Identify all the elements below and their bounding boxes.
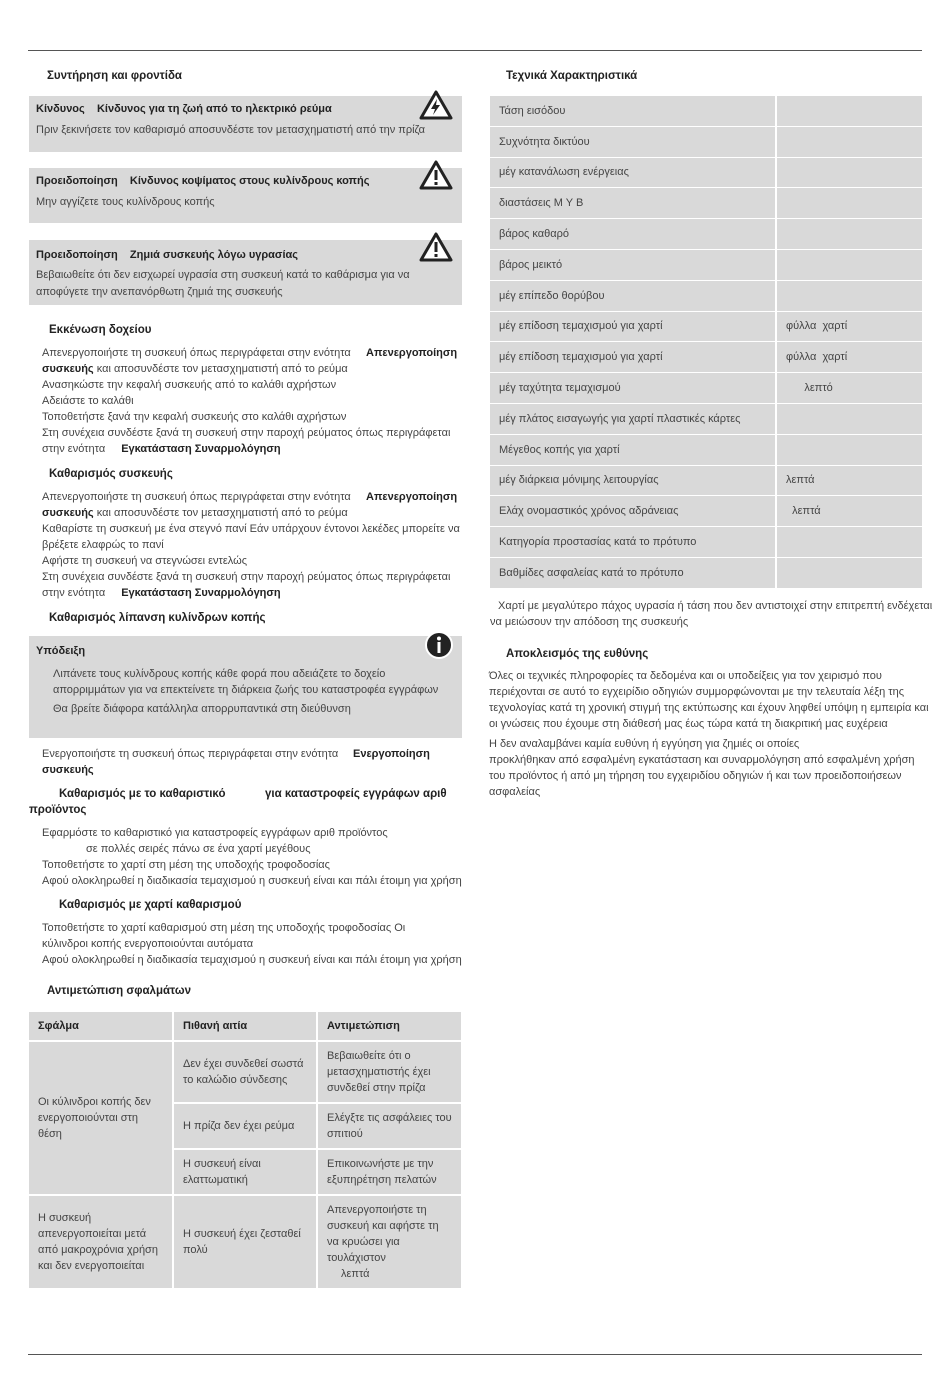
spec-label: Ελάχ ονομαστικός χρόνος αδράνειας xyxy=(490,496,777,527)
warning-label: Προειδοποίηση xyxy=(36,249,118,261)
spec-heading: Τεχνικά Χαρακτηριστικά xyxy=(506,70,638,82)
cause-cell: Η πρίζα δεν έχει ρεύμα xyxy=(174,1104,318,1150)
spec-label: Κατηγορία προστασίας κατά το πρότυπο xyxy=(490,527,777,558)
top-rule xyxy=(28,50,922,51)
cleaner-heading: Καθαρισμός με το καθαριστικό για καταστροφείς εγγράφων αριθ προϊόντος xyxy=(29,788,447,816)
danger-title: Κίνδυνος για τη ζωή από το ηλεκτρικό ρεύμα xyxy=(96,103,332,115)
note-label: Υπόδειξη xyxy=(36,645,86,657)
warning-icon xyxy=(419,232,453,262)
cleaning-paper-steps: Τοποθετήστε το χαρτί καθαρισμού στη μέση της υποδοχής τροφοδοσίας Οι κύλινδροι κοπής ενεργοποιούνται αυτόματα Αφού ολοκληρωθεί η διαδικασία τεμαχισμού η συσκευή είναι και πάλι έτοιμη για χρήση xyxy=(42,922,462,966)
spec-row xyxy=(490,527,922,558)
note-line-2: απορριμμάτων για να επεκτείνετε τη διάρκεια ζωής του καταστροφέα εγγράφων xyxy=(53,684,439,696)
spec-value xyxy=(777,281,922,312)
bottom-rule xyxy=(28,1354,922,1355)
spec-row xyxy=(490,404,922,435)
spec-row xyxy=(490,373,922,404)
spec-row xyxy=(490,558,922,589)
spec-value: λεπτό xyxy=(777,373,922,404)
spec-label: Συχνότητα δικτύου xyxy=(490,127,777,158)
spec-row xyxy=(490,312,922,343)
spec-label: Βαθμίδες ασφαλείας κατά το πρότυπο xyxy=(490,558,777,589)
spec-label: Μέγεθος κοπής για χαρτί xyxy=(490,435,777,466)
note-line-1: Λιπάνετε τους κυλίνδρους κοπής κάθε φορά που αδειάζετε το δοχείο xyxy=(53,668,386,680)
error-cell: Η συσκευή απενεργοποιείται μετά από μακροχρόνια χρήση και δεν ενεργοποιείται xyxy=(29,1196,174,1290)
electric-hazard-icon xyxy=(419,90,453,120)
warning-title: Ζημιά συσκευής λόγω υγρασίας xyxy=(129,249,298,261)
error-cell: Οι κύλινδροι κοπής δεν ενεργοποιούνται στη θέση xyxy=(29,1042,174,1196)
remedy-cell: Ελέγξτε τις ασφάλειες του σπιτιού xyxy=(318,1104,461,1150)
header-error: Σφάλμα xyxy=(29,1012,174,1042)
spec-value xyxy=(777,527,922,558)
cleaning-heading: Καθαρισμός συσκευής xyxy=(49,468,173,480)
spec-row xyxy=(490,219,922,250)
spec-value xyxy=(777,558,922,589)
spec-label: μέγ διάρκεια μόνιμης λειτουργίας xyxy=(490,466,777,497)
warning-text: Μην αγγίζετε τους κυλίνδρους κοπής xyxy=(36,196,215,208)
spec-value xyxy=(777,96,922,127)
spec-row xyxy=(490,342,922,373)
spec-row xyxy=(490,250,922,281)
remedy-cell: Απενεργοποιήστε τη συσκευή και αφήστε τη να κρυώσει για τουλάχιστον λεπτά xyxy=(318,1196,461,1290)
spec-row xyxy=(490,496,922,527)
spec-value xyxy=(777,250,922,281)
spec-row xyxy=(490,158,922,189)
spec-table xyxy=(490,96,922,589)
troubleshooting-table xyxy=(29,1012,461,1290)
spec-value xyxy=(777,188,922,219)
spec-row xyxy=(490,281,922,312)
spec-label: μέγ κατανάλωση ενέργειας xyxy=(490,158,777,189)
danger-box-electric xyxy=(29,96,462,152)
danger-label: Κίνδυνος xyxy=(36,103,85,115)
spec-row xyxy=(490,96,922,127)
maintenance-heading: Συντήρηση και φροντίδα xyxy=(47,70,182,82)
cleaner-steps: Εφαρμόστε το καθαριστικό για καταστροφείς εγγράφων αριθ προϊόντος σε πολλές σειρές πάνω σε ένα χαρτί μεγέθους Τοποθετήστε το χαρτί στη μέση της υποδοχής τροφοδοσίας Αφού ολοκληρωθεί η διαδικασία τεμαχισμού η συσκευή είναι και πάλι έτοιμη για χρήση xyxy=(42,827,462,887)
warning-icon xyxy=(419,160,453,190)
warning-text-2: αποφύγετε την ανεπανόρθωτη ζημιά της συσκευής xyxy=(36,286,283,298)
danger-text: Πριν ξεκινήσετε τον καθαρισμό αποσυνδέστε τον μετασχηματιστή από την πρίζα xyxy=(36,124,426,136)
spec-value: λεπτά xyxy=(777,466,922,497)
warning-box-moisture xyxy=(29,240,462,305)
spec-label: μέγ επίδοση τεμαχισμού για χαρτί xyxy=(490,312,777,343)
spec-label: μέγ επίπεδο θορύβου xyxy=(490,281,777,312)
spec-row xyxy=(490,188,922,219)
spec-label: διαστάσεις Μ Υ Β xyxy=(490,188,777,219)
spec-value xyxy=(777,127,922,158)
table-row xyxy=(29,1042,461,1104)
spec-label: μέγ πλάτος εισαγωγής για χαρτί πλαστικές κάρτες xyxy=(490,404,777,435)
liability-heading: Αποκλεισμός της ευθύνης xyxy=(506,648,649,660)
cause-cell: Δεν έχει συνδεθεί σωστά το καλώδιο σύνδεσης xyxy=(174,1042,318,1104)
spec-row xyxy=(490,435,922,466)
note-line-3: Θα βρείτε διάφορα κατάλληλα απορρυπαντικά στη διεύθυνση xyxy=(53,703,351,715)
spec-label: μέγ επίδοση τεμαχισμού για χαρτί xyxy=(490,342,777,373)
spec-value: φύλλα χαρτί xyxy=(777,342,922,373)
spec-label: βάρος καθαρό xyxy=(490,219,777,250)
spec-value xyxy=(777,404,922,435)
remedy-cell: Βεβαιωθείτε ότι ο μετασχηματιστής έχει συνδεθεί στην πρίζα xyxy=(318,1042,461,1104)
spec-row xyxy=(490,127,922,158)
table-row xyxy=(29,1196,461,1290)
spec-label: Τάση εισόδου xyxy=(490,96,777,127)
table-header-row xyxy=(29,1012,461,1042)
activate-step: Ενεργοποιήστε τη συσκευή όπως περιγράφεται στην ενότητα Ενεργοποίηση συσκευής xyxy=(42,748,430,776)
spec-value: λεπτά xyxy=(777,496,922,527)
warning-label: Προειδοποίηση xyxy=(36,175,118,187)
spec-footnote: Χαρτί με μεγαλύτερο πάχος υγρασία ή τάση που δεν αντιστοιχεί στην επιτρεπτή ενδέχεται να μειώσουν την απόδοση της συσκευής xyxy=(490,600,933,628)
info-icon xyxy=(424,630,454,660)
header-remedy: Αντιμετώπιση xyxy=(318,1012,461,1042)
remedy-cell: Επικοινωνήστε με την εξυπηρέτηση πελατών xyxy=(318,1150,461,1196)
warning-box-cut xyxy=(29,168,462,223)
liability-text: Όλες οι τεχνικές πληροφορίες τα δεδομένα και οι υποδείξεις για τον χειρισμό που περιέχονται σε αυτό το εγχειρίδιο οδηγιών συμμορφώνονται με την τελευταία λέξη της τεχνολογίας κατά τη χρονική στιγμή της εκτύπωσης και έχουν ληφθεί υπόψη η εμπειρία και οι γνώσεις που έχουμε στη διάθεσή μας έως τώρα κατά τη διακριτική μας ευχέρεια Η δεν αναλαμβάνει καμία ευθύνη ή εγγύηση για ζημιές οι οποίες προκλήθηκαν από εσφαλμένη εγκατάσταση και συναρμολόγηση από εσφαλμένη χρήση του προϊόντος ή από μη τήρηση του εγχειριδίου οδηγιών ή και των προειδοποιήσεων ασφαλείας xyxy=(489,670,929,798)
spec-value xyxy=(777,158,922,189)
emptying-heading: Εκκένωση δοχείου xyxy=(49,324,152,336)
cleaning-steps: Απενεργοποιήστε τη συσκευή όπως περιγράφεται στην ενότητα Απενεργοποίηση συσκευής και αποσυνδέστε τον μετασχηματιστή από το ρεύμα Καθαρίστε τη συσκευή με ένα στεγνό πανί Εάν υπάρχουν έντονοι λεκέδες μπορείτε να βρέξετε ελαφρώς το πανί Αφήστε τη συσκευή να στεγνώσει εντελώς Στη συνέχεια συνδέστε ξανά τη συσκευή στην παροχή ρεύματος όπως περιγράφεται στην ενότητα Εγκατάσταση Συναρμολόγηση xyxy=(42,491,460,599)
lubrication-heading: Καθαρισμός λίπανση κυλίνδρων κοπής xyxy=(49,612,266,624)
warning-title: Κίνδυνος κοψίματος στους κυλίνδρους κοπής xyxy=(129,175,370,187)
spec-row xyxy=(490,466,922,497)
cleaning-paper-heading: Καθαρισμός με χαρτί καθαρισμού xyxy=(59,899,242,911)
emptying-steps: Απενεργοποιήστε τη συσκευή όπως περιγράφεται στην ενότητα Απενεργοποίηση συσκευής και αποσυνδέστε τον μετασχηματιστή από το ρεύμα Ανασηκώστε την κεφαλή συσκευής από το καλάθι αχρήστων Αδειάστε το καλάθι Τοποθετήστε ξανά την κεφαλή συσκευής στο καλάθι αχρήστων Στη συνέχεια συνδέστε ξανά τη συσκευή στην παροχή ρεύματος όπως περιγράφεται στην ενότητα Εγκατάσταση Συναρμολόγηση xyxy=(42,347,458,455)
warning-text-1: Βεβαιωθείτε ότι δεν εισχωρεί υγρασία στη συσκευή κατά το καθάρισμα για να xyxy=(36,269,410,281)
spec-value: φύλλα χαρτί xyxy=(777,312,922,343)
spec-value xyxy=(777,435,922,466)
spec-label: βάρος μεικτό xyxy=(490,250,777,281)
cause-cell: Η συσκευή είναι ελαττωματική xyxy=(174,1150,318,1196)
cause-cell: Η συσκευή έχει ζεσταθεί πολύ xyxy=(174,1196,318,1290)
spec-label: μέγ ταχύτητα τεμαχισμού xyxy=(490,373,777,404)
header-cause: Πιθανή αιτία xyxy=(174,1012,318,1042)
note-box xyxy=(29,636,462,738)
spec-value xyxy=(777,219,922,250)
troubleshooting-heading: Αντιμετώπιση σφαλμάτων xyxy=(47,985,191,997)
